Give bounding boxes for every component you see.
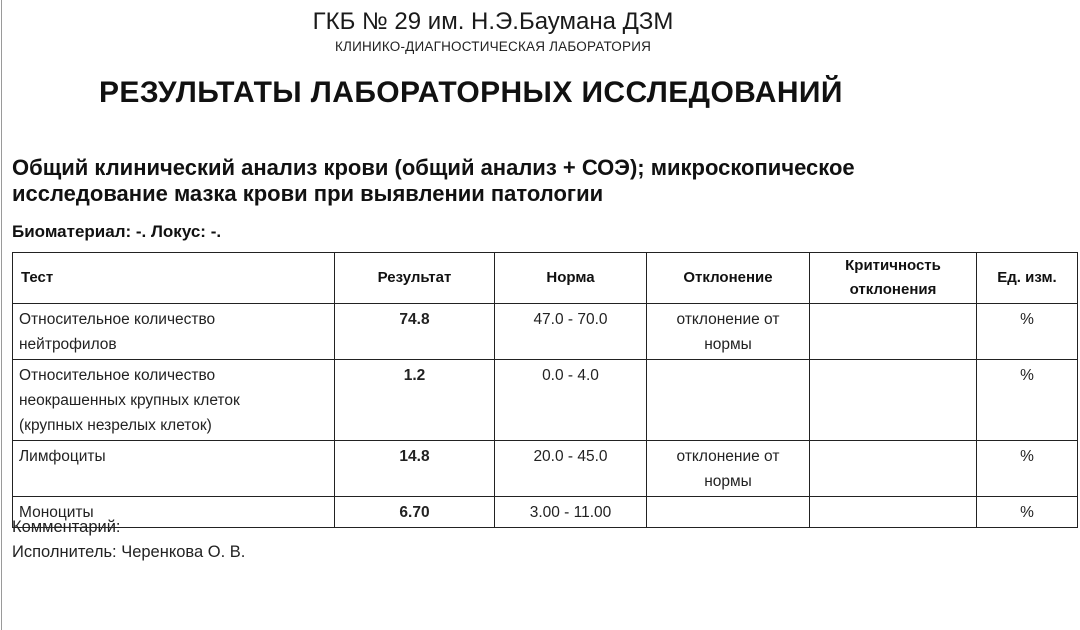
test-title-line: Общий клинический анализ крови (общий анализ + СОЭ); микроскопическое <box>12 155 855 180</box>
cell-norm: 47.0 - 70.0 <box>495 304 647 360</box>
cell-test-line: неокрашенных крупных клеток <box>19 392 240 409</box>
cell-result: 6.70 <box>335 497 495 528</box>
header-norm: Норма <box>495 253 647 304</box>
cell-deviation <box>647 441 810 497</box>
cell-deviation-line: нормы <box>704 473 752 490</box>
comment-label: Комментарий: <box>12 518 121 536</box>
cell-deviation-line: нормы <box>704 336 752 353</box>
test-title <box>12 155 1062 207</box>
table-row <box>13 497 1078 528</box>
cell-test-line: (крупных незрелых клеток) <box>19 417 212 434</box>
cell-norm: 0.0 - 4.0 <box>495 360 647 441</box>
cell-deviation-line: отклонение от <box>676 311 780 328</box>
table-row <box>13 441 1078 497</box>
header-criticality-line: отклонения <box>849 281 937 298</box>
document-title: РЕЗУЛЬТАТЫ ЛАБОРАТОРНЫХ ИССЛЕДОВАНИЙ <box>99 76 843 109</box>
laboratory-name: КЛИНИКО-ДИАГНОСТИЧЕСКАЯ ЛАБОРАТОРИЯ <box>334 39 652 54</box>
cell-criticality <box>810 497 977 528</box>
cell-result: 74.8 <box>335 304 495 360</box>
cell-criticality <box>810 441 977 497</box>
cell-test <box>13 304 335 360</box>
test-title-line: исследование мазка крови при выявлении патологии <box>12 181 604 206</box>
cell-unit: % <box>977 360 1078 441</box>
page-left-edge <box>1 0 2 630</box>
performer: Исполнитель: Черенкова О. В. <box>12 543 246 561</box>
cell-deviation <box>647 360 810 441</box>
organization-name: ГКБ № 29 им. Н.Э.Баумана ДЗМ <box>312 8 674 35</box>
cell-test-line: Относительное количество <box>19 311 216 328</box>
header-criticality-line: Критичность <box>845 257 941 274</box>
cell-test-line: нейтрофилов <box>19 336 117 353</box>
cell-deviation <box>647 304 810 360</box>
results-table <box>12 252 1078 528</box>
cell-norm: 3.00 - 11.00 <box>495 497 647 528</box>
cell-result: 14.8 <box>335 441 495 497</box>
cell-test-line: Моноциты <box>19 504 94 521</box>
biomaterial-info: Биоматериал: -. Локус: -. <box>12 222 222 241</box>
cell-test-line: Лимфоциты <box>19 448 106 465</box>
cell-unit: % <box>977 441 1078 497</box>
cell-result: 1.2 <box>335 360 495 441</box>
cell-criticality <box>810 360 977 441</box>
header-unit: Ед. изм. <box>977 253 1078 304</box>
header-result: Результат <box>335 253 495 304</box>
cell-test-line: Относительное количество <box>19 367 216 384</box>
table-row <box>13 304 1078 360</box>
cell-criticality <box>810 304 977 360</box>
header-test: Тест <box>13 253 335 304</box>
header-criticality <box>810 253 977 304</box>
cell-deviation <box>647 497 810 528</box>
cell-norm: 20.0 - 45.0 <box>495 441 647 497</box>
cell-test <box>13 441 335 497</box>
cell-unit: % <box>977 497 1078 528</box>
table-header-row <box>13 253 1078 304</box>
cell-unit: % <box>977 304 1078 360</box>
cell-test <box>13 360 335 441</box>
table-row <box>13 360 1078 441</box>
cell-deviation-line: отклонение от <box>676 448 780 465</box>
header-deviation: Отклонение <box>647 253 810 304</box>
